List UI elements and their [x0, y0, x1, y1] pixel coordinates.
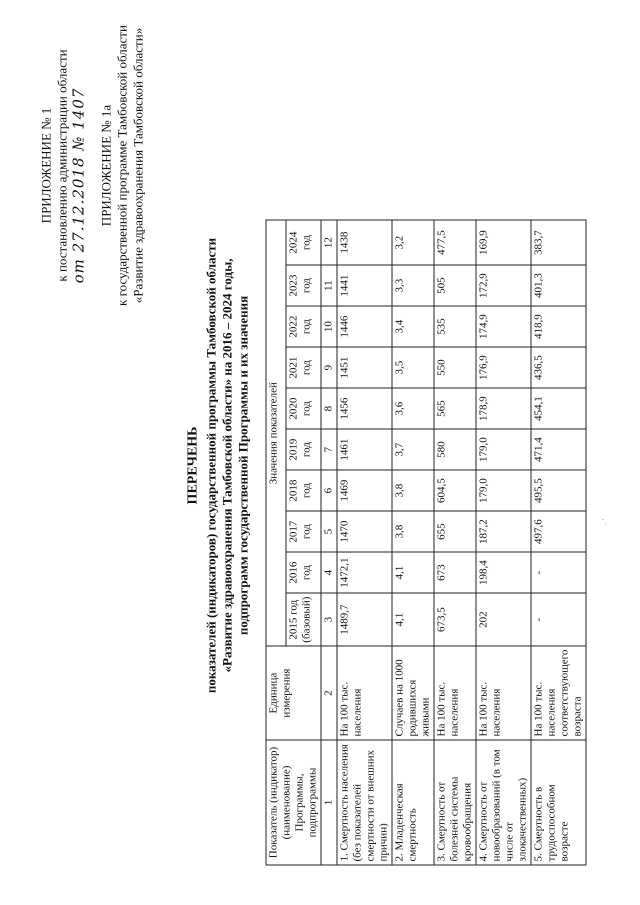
table-row	[531, 220, 586, 865]
indicator-value: 565	[434, 388, 476, 429]
indicator-value: 673,5	[434, 593, 476, 646]
header-year: 2017 год	[285, 511, 320, 552]
indicator-value: 673	[434, 552, 476, 593]
indicator-name: 1. Смертность населения (без показателей смертности от внешних причин)	[337, 740, 392, 865]
indicator-value: 580	[434, 429, 476, 470]
indicator-value: 401,3	[531, 265, 586, 306]
appendix-1-label: ПРИЛОЖЕНИЕ № 1	[38, 107, 53, 223]
header-year: 2020 год	[285, 388, 320, 429]
column-number: 5	[321, 511, 337, 552]
column-number: 10	[321, 306, 337, 347]
indicator-value: 535	[434, 306, 476, 347]
indicator-value: 436,5	[531, 347, 586, 388]
indicator-value: 1489,7	[337, 593, 392, 646]
indicator-name: 5. Смертность в трудоспособном возрасте	[531, 740, 586, 865]
header-year: 2022 год	[285, 306, 320, 347]
indicator-unit: Случаев на 1000 родившихся живыми	[392, 646, 434, 740]
indicator-value: 4,1	[392, 593, 434, 646]
indicator-value: 3,2	[392, 220, 434, 265]
indicator-value: 383,7	[531, 220, 586, 265]
header-year: 2016 год	[285, 552, 320, 593]
indicator-name: 4. Смертность от новообразований (в том числе от злокачественных)	[476, 740, 531, 865]
document-title	[185, 205, 251, 725]
appendix-1a-label: ПРИЛОЖЕНИЕ № 1а	[98, 104, 113, 226]
header-year: 2019 год	[285, 429, 320, 470]
program-name: «Развитие здравоохранения Тамбовской области»	[130, 27, 145, 303]
indicator-value: 3,8	[392, 470, 434, 511]
column-number: 6	[321, 470, 337, 511]
indicator-value: 1469	[337, 470, 392, 511]
header-values: Значения показателей	[266, 220, 286, 646]
indicator-value: 176,9	[476, 347, 531, 388]
indicator-value: -	[531, 552, 586, 593]
header-year: 2024 год	[285, 220, 320, 265]
indicator-value: 1451	[337, 347, 392, 388]
indicator-value: 1441	[337, 265, 392, 306]
indicator-value: 1472,1	[337, 552, 392, 593]
column-number: 12	[321, 220, 337, 265]
indicator-value: 418,9	[531, 306, 586, 347]
table-row	[434, 220, 476, 865]
indicator-value: 179,0	[476, 429, 531, 470]
header-year: 2018 год	[285, 470, 320, 511]
indicator-value: 454,1	[531, 388, 586, 429]
table-row	[392, 220, 434, 865]
indicator-value: 497,6	[531, 511, 586, 552]
title-line-1: показателей (индикаторов) государственной программы Тамбовской области	[203, 237, 218, 693]
table-header-row	[266, 220, 286, 865]
indicator-value: 505	[434, 265, 476, 306]
indicator-value: 179,0	[476, 470, 531, 511]
indicator-value: -	[531, 593, 586, 646]
indicator-value: 4,1	[392, 552, 434, 593]
indicator-value: 202	[476, 593, 531, 646]
indicator-value: 198,4	[476, 552, 531, 593]
header-indicator: Показатель (индикатор) (наименование) Программы, подпрограммы	[266, 740, 321, 865]
column-number: 11	[321, 265, 337, 306]
column-number: 9	[321, 347, 337, 388]
indicator-unit: На 100 тыс. населения	[337, 646, 392, 740]
appendix-header	[38, 15, 146, 315]
program-reference: к государственной программе Тамбовской области	[114, 24, 129, 306]
header-year: 2023 год	[285, 265, 320, 306]
table-row	[337, 220, 392, 865]
indicator-value: 655	[434, 511, 476, 552]
indicator-unit: На 100 тыс. населения	[434, 646, 476, 740]
indicator-value: 604,5	[434, 470, 476, 511]
indicator-value: 3,7	[392, 429, 434, 470]
indicator-value: 169,9	[476, 220, 531, 265]
indicator-value: 187,2	[476, 511, 531, 552]
column-number: 4	[321, 552, 337, 593]
indicator-value: 3,6	[392, 388, 434, 429]
indicator-value: 471,4	[531, 429, 586, 470]
indicator-value: 1461	[337, 429, 392, 470]
title-main: ПЕРЕЧЕНЬ	[185, 426, 200, 504]
indicator-value: 174,9	[476, 306, 531, 347]
indicator-value: 1470	[337, 511, 392, 552]
column-number: 8	[321, 388, 337, 429]
indicator-name: 2. Младенческая смертность	[392, 740, 434, 865]
indicator-value: 3,8	[392, 511, 434, 552]
indicator-value: 3,3	[392, 265, 434, 306]
indicator-value: 3,5	[392, 347, 434, 388]
indicator-unit: На 100 тыс. населения	[476, 646, 531, 740]
indicator-name: 3. Смертность от болезней системы кровообращения	[434, 740, 476, 865]
indicator-value: 3,4	[392, 306, 434, 347]
table-row	[476, 220, 531, 865]
column-number: 1	[321, 740, 337, 865]
indicator-value: 1446	[337, 306, 392, 347]
table-number-row	[321, 220, 337, 865]
indicator-unit: На 100 тыс. населения соответствующего возраста	[531, 646, 586, 740]
indicator-value: 172,9	[476, 265, 531, 306]
indicator-value: 1438	[337, 220, 392, 265]
indicators-table	[265, 219, 586, 865]
header-year: 2015 год (базовый)	[285, 593, 320, 646]
column-number: 7	[321, 429, 337, 470]
resolution-reference: к постановлению администрации области	[54, 48, 69, 282]
header-year: 2021 год	[285, 347, 320, 388]
indicator-value: 495,5	[531, 470, 586, 511]
title-line-2: «Развитие здравоохранения Тамбовской области» на 2016 – 2024 годы,	[219, 258, 234, 672]
indicator-value: 178,9	[476, 388, 531, 429]
indicator-value: 1456	[337, 388, 392, 429]
column-number: 3	[321, 593, 337, 646]
indicator-value: 477,5	[434, 220, 476, 265]
scan-mark: · '	[600, 518, 610, 525]
header-unit: Единица измерения	[266, 646, 321, 740]
handwritten-date: от 27.12.2018 № 1407	[69, 87, 87, 283]
indicator-value: 550	[434, 347, 476, 388]
title-line-3: подпрограмм государственной Программы и их значения	[235, 295, 250, 635]
column-number: 2	[321, 646, 337, 740]
